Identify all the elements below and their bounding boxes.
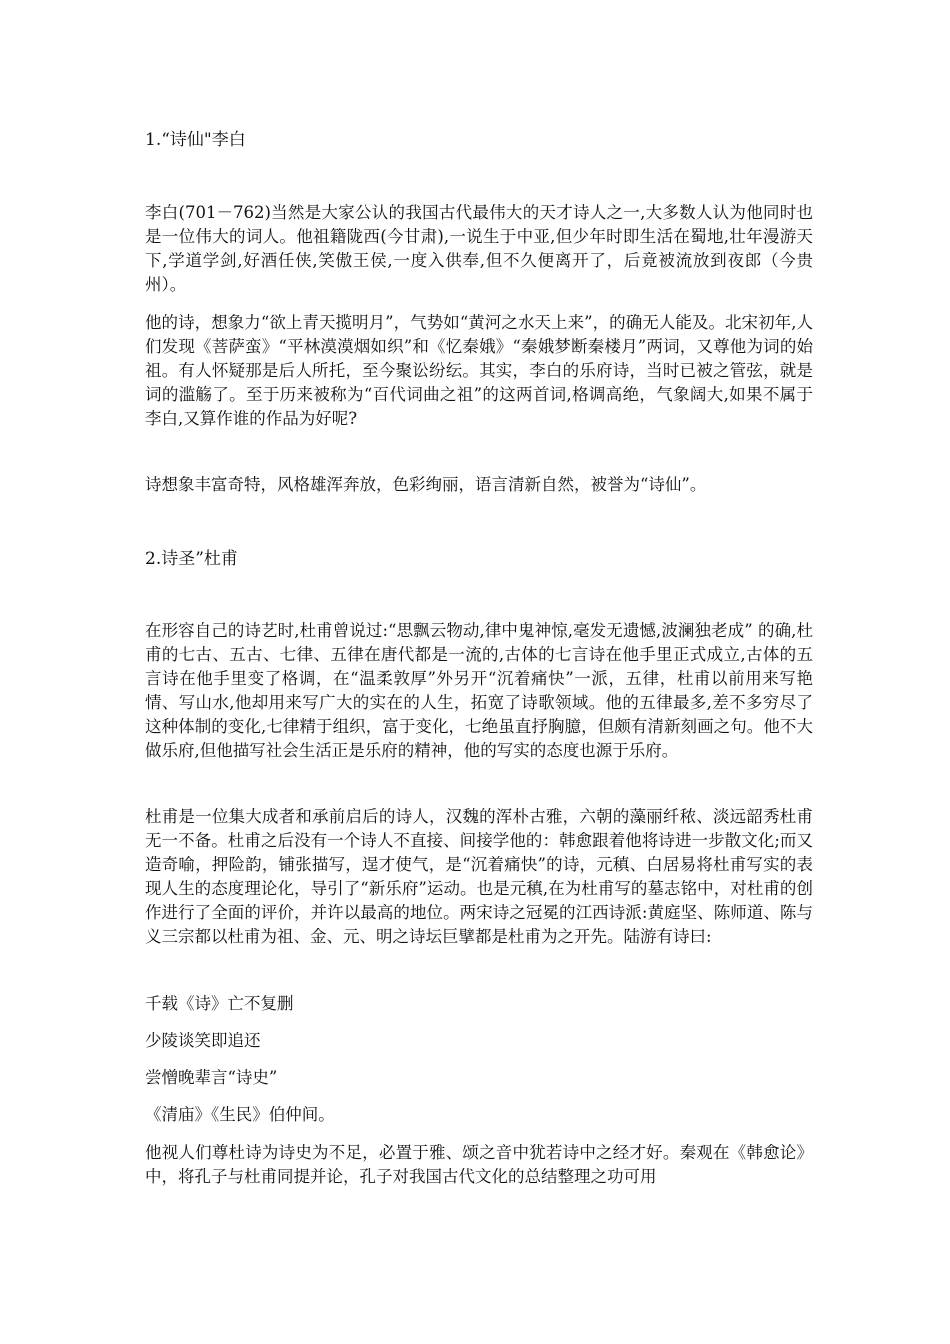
section-heading-li-bai: 1.“诗仙"李白 <box>145 130 246 150</box>
paragraph-li-bai-poetry: 他的诗，想象力“欲上青天揽明月”，气势如“黄河之水天上来”，的确无人能及。北宋初年,人们发现《菩萨蛮》“平林漠漠烟如织”和《忆秦娥》“秦娥梦断秦楼月”两词，又尊他为词的始祖。有人怀疑那是后人所托，至今聚讼纷纭。其实，李白的乐府诗，当时已被之管弦，就是词的滥觞了。至于历来被称为“百代词曲之祖”的这两首词,格调高绝，气象阔大,如果不属于李白,又算作谁的作品为好呢? <box>145 313 813 428</box>
poem-line-1: 千载《诗》亡不复删 <box>145 994 294 1013</box>
paragraph-du-fu-status: 他视人们尊杜诗为诗史为不足，必置于雅、颂之音中犹若诗中之经才好。秦观在《韩愈论》中，将孔子与杜甫同提并论，孔子对我国古代文化的总结整理之功可用 <box>145 1143 813 1186</box>
paragraph-li-bai-summary: 诗想象丰富奇特，风格雄浑奔放，色彩绚丽，语言清新自然，被誉为“诗仙”。 <box>145 475 707 494</box>
poem-line-4: 《清庙》《生民》伯仲间。 <box>145 1105 335 1124</box>
poem-line-2: 少陵谈笑即追还 <box>145 1031 261 1050</box>
paragraph-du-fu-art: 在形容自己的诗艺时,杜甫曾说过:“思飘云物动,律中鬼神惊,毫发无遗憾,波澜独老成” 的确,杜甫的七古、五古、七律、五律在唐代都是一流的,古体的七言诗在他手里正式成立,古体的五言诗在他手里变了格调，在“温柔敦厚”外另开“沉着痛快”一派，五律，杜甫以前用来写艳情、写山水,他却用来写广大的实在的人生，拓宽了诗歌领域。他的五律最多,差不多穷尽了这种体制的变化,七律精于组织，富于变化，七绝虽直抒胸臆，但颇有清新刻画之句。他不大做乐府,但他描写社会生活正是乐府的精神，他的写实的态度也源于乐府。 <box>145 621 813 760</box>
section-heading-du-fu: 2.诗圣”杜甫 <box>145 549 238 569</box>
poem-line-3: 尝憎晚辈言“诗史” <box>145 1068 278 1087</box>
paragraph-li-bai-bio: 李白(701－762)当然是大家公认的我国古代最伟大的天才诗人之一,大多数人认为他同时也是一位伟大的词人。他祖籍陇西(今甘肃),一说生于中亚,但少年时即生活在蜀地,壮年漫游天下,学道学剑,好酒任侠,笑傲王侯,一度入供奉,但不久便离开了，后竟被流放到夜郎（今贵州）。 <box>145 203 813 294</box>
paragraph-du-fu-legacy: 杜甫是一位集大成者和承前启后的诗人，汉魏的浑朴古雅，六朝的藻丽纤秾、淡远韶秀杜甫无一不备。杜甫之后没有一个诗人不直接、间接学他的：韩愈跟着他将诗进一步散文化;而又造奇喻，押险韵，铺张描写，逞才使气，是“沉着痛快”的诗，元稹、白居易将杜甫写实的表现人生的态度理论化，导引了“新乐府”运动。也是元稹,在为杜甫写的墓志铭中，对杜甫的创作进行了全面的评价，并许以最高的地位。两宋诗之冠冕的江西诗派:黄庭坚、陈师道、陈与义三宗都以杜甫为祖、金、元、明之诗坛巨擘都是杜甫为之开先。陆游有诗曰: <box>145 807 813 946</box>
